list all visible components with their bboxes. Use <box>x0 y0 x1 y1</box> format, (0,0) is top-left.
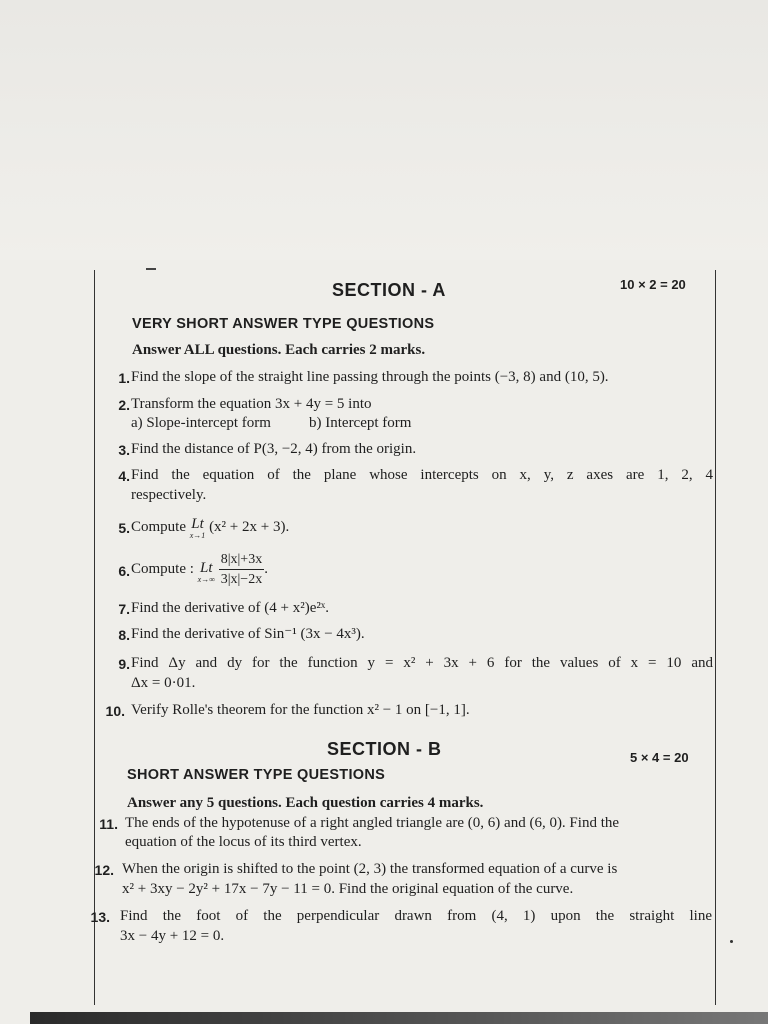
question-number: 8. <box>118 627 130 643</box>
question-text: Transform the equation 3x + 4y = 5 into <box>131 396 372 412</box>
question-text: Find the foot of the perpendicular drawn from (4, 1) upon the straight line <box>120 908 712 924</box>
option-b: b) Intercept form <box>309 415 412 431</box>
question-13 <box>86 907 714 947</box>
question-text: When the origin is shifted to the point (2, 3) the transformed equation of a curve is <box>122 861 618 877</box>
question-2 <box>100 395 714 435</box>
limit-subscript: x→∞ <box>197 574 215 584</box>
section-b-subtitle: SHORT ANSWER TYPE QUESTIONS <box>127 767 386 783</box>
question-text: Find the distance of P(3, −2, 4) from the origin. <box>131 441 417 457</box>
question-9 <box>100 654 714 694</box>
question-4 <box>100 466 714 506</box>
question-text-continued: x² + 3xy − 2y² + 17x − 7y − 11 = 0. Find the original equation of the curve. <box>122 881 574 897</box>
question-text: Find the slope of the straight line passing through the points (−3, 8) and (10, 5). <box>131 369 609 385</box>
section-b-title: SECTION - B <box>327 739 442 759</box>
question-text: Find Δy and dy for the function y = x² + 3x + 6 for the values of x = 10 and <box>131 655 713 671</box>
question-text: The ends of the hypotenuse of a right angled triangle are (0, 6) and (6, 0). Find the <box>125 815 620 831</box>
question-text-line: Compute : Lt x→∞ $\frac{8|x|+3x}{3|x|-2x}$ . <box>131 552 268 587</box>
question-5 <box>100 518 714 546</box>
photo-background <box>0 0 768 260</box>
limit-operator <box>197 559 215 586</box>
question-12 <box>90 860 714 900</box>
question-number: 7. <box>118 601 130 617</box>
question-text: Find the derivative of (4 + x²)e²ˣ. <box>131 600 329 616</box>
option-a: a) Slope-intercept form <box>131 415 271 431</box>
section-a-title: SECTION - A <box>332 280 446 300</box>
question-text: Verify Rolle's theorem for the function x² − 1 on [−1, 1]. <box>131 702 470 718</box>
section-a-instruction: Answer ALL questions. Each carries 2 marks. <box>132 342 426 358</box>
limit-expression: (x² + 2x + 3). <box>209 519 290 535</box>
question-number: 10. <box>105 703 125 719</box>
limit-symbol: Lt <box>200 559 213 576</box>
limit-symbol: Lt <box>191 516 204 532</box>
question-text: Compute : <box>131 561 194 577</box>
question-number: 5. <box>118 520 130 536</box>
question-text-continued: 3x − 4y + 12 = 0. <box>120 928 225 944</box>
photo-bottom-edge <box>30 1012 768 1024</box>
question-number: 4. <box>118 468 130 484</box>
question-text: Find the derivative of Sin⁻¹ (3x − 4x³). <box>131 626 365 642</box>
section-a-subtitle: VERY SHORT ANSWER TYPE QUESTIONS <box>132 316 435 332</box>
question-number: 6. <box>118 563 130 579</box>
section-b-marks: 5 × 4 = 20 <box>630 750 689 765</box>
question-number: 11. <box>99 816 118 832</box>
fraction-denominator: 3|x|−2x <box>220 572 263 587</box>
question-number: 2. <box>118 397 130 413</box>
question-text-continued: Δx = 0·01. <box>131 675 196 691</box>
question-number: 3. <box>118 442 130 458</box>
section-b-instruction: Answer any 5 questions. Each question carries 4 marks. <box>127 795 484 811</box>
question-text: Compute <box>131 519 186 535</box>
fraction <box>219 550 265 589</box>
question-number: 12. <box>94 862 114 878</box>
fraction-numerator: 8|x|+3x <box>219 550 265 570</box>
question-number: 9. <box>118 656 130 672</box>
limit-operator <box>190 518 206 542</box>
question-text: Find the equation of the plane whose intercepts on x, y, z axes are 1, 2, 4 <box>131 467 713 483</box>
question-11 <box>94 814 714 854</box>
question-text-line <box>131 518 289 542</box>
question-text-continued: respectively. <box>131 487 207 503</box>
margin-mark <box>146 268 156 270</box>
question-number: 1. <box>118 370 130 386</box>
section-a-marks: 10 × 2 = 20 <box>620 277 686 292</box>
question-number: 13. <box>90 909 110 925</box>
ink-dot <box>730 940 733 943</box>
question-text-continued: equation of the locus of its third vertex. <box>125 834 362 850</box>
question-6 <box>100 550 714 594</box>
limit-subscript: x→1 <box>189 531 206 540</box>
